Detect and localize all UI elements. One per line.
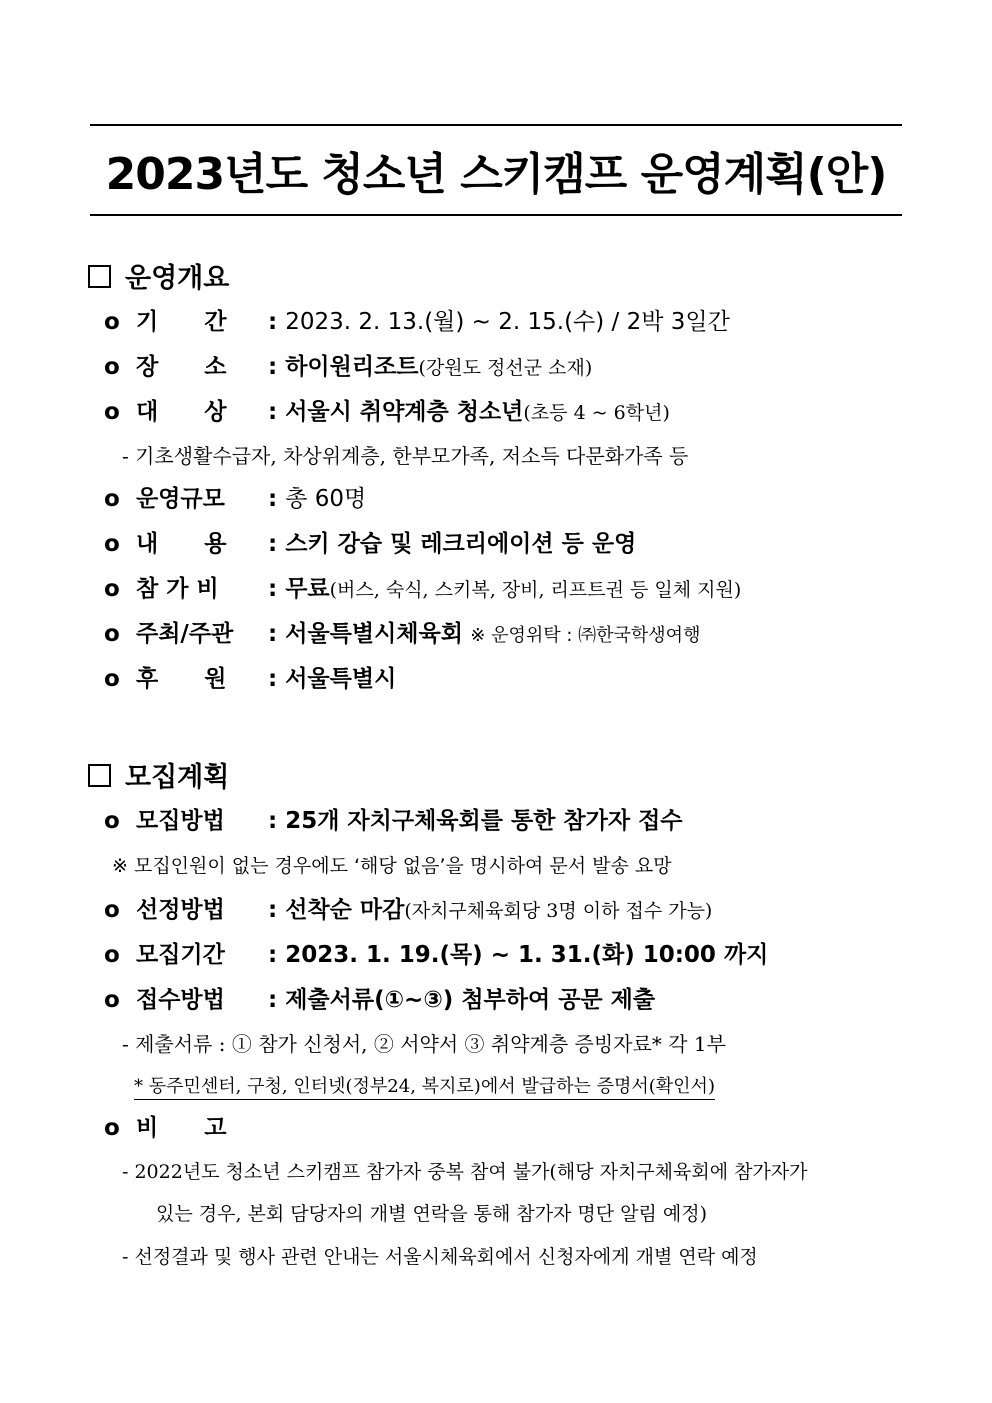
remark-1-line-1: - 2022년도 청소년 스키캠프 참가자 중복 참여 불가(해당 자치구체육회에 참가자가	[122, 1161, 808, 1183]
submit-documents: - 제출서류 : ① 참가 신청서, ② 서약서 ③ 취약계층 증빙자료* 각 1부	[122, 1032, 726, 1056]
title-top-rule	[90, 124, 902, 126]
row-target: o 대 상 : 서울시 취약계층 청소년(초등 4 ~ 6학년)	[104, 399, 670, 425]
checkbox-square-icon	[88, 265, 111, 288]
submit-documents-note: * 동주민센터, 구청, 인터넷(정부24, 복지로)에서 발급하는 증명서(확인서)	[134, 1072, 715, 1102]
remark-2: - 선정결과 및 행사 관련 안내는 서울시체육회에서 신청자에게 개별 연락 예정	[122, 1246, 758, 1268]
row-remarks: o 비 고	[104, 1115, 227, 1141]
row-recruit-period: o 모집기간 : 2023. 1. 19.(목) ~ 1. 31.(화) 10:00 까지	[104, 942, 769, 968]
title-bottom-rule	[90, 214, 902, 216]
row-sponsor: o 후 원 : 서울특별시	[104, 666, 397, 692]
page-title: 2023년도 청소년 스키캠프 운영계획(안)	[105, 149, 887, 200]
target-detail: - 기초생활수급자, 차상위계층, 한부모가족, 저소득 다문화가족 등	[122, 444, 689, 468]
row-scale: o 운영규모 : 총 60명	[104, 486, 367, 512]
row-host: o 주최/주관 : 서울특별시체육회 ※ 운영위탁 : ㈜한국학생여행	[104, 621, 701, 647]
recruit-method-note: ※ 모집인원이 없는 경우에도 ‘해당 없음’을 명시하여 문서 발송 요망	[112, 855, 672, 877]
row-submit-method: o 접수방법 : 제출서류(①~③) 첨부하여 공문 제출	[104, 987, 656, 1013]
row-fee: o 참 가 비 : 무료(버스, 숙식, 스키복, 장비, 리프트권 등 일체 지원)	[104, 576, 742, 602]
row-place: o 장 소 : 하이원리조트(강원도 정선군 소재)	[104, 354, 593, 380]
checkbox-square-icon	[88, 764, 111, 787]
section-heading-recruitment: 모집계획	[88, 755, 229, 794]
row-recruit-method: o 모집방법 : 25개 자치구체육회를 통한 참가자 접수	[104, 808, 683, 834]
row-content: o 내 용 : 스키 강습 및 레크리에이션 등 운영	[104, 531, 637, 557]
row-period: o 기 간 : 2023. 2. 13.(월) ~ 2. 15.(수) / 2박 3일간	[104, 309, 730, 335]
section-heading-overview: 운영개요	[88, 256, 229, 295]
row-selection-method: o 선정방법 : 선착순 마감(자치구체육회당 3명 이하 접수 가능)	[104, 897, 713, 923]
remark-1-line-2: 있는 경우, 본회 담당자의 개별 연락을 통해 참가자 명단 알림 예정)	[156, 1203, 708, 1225]
